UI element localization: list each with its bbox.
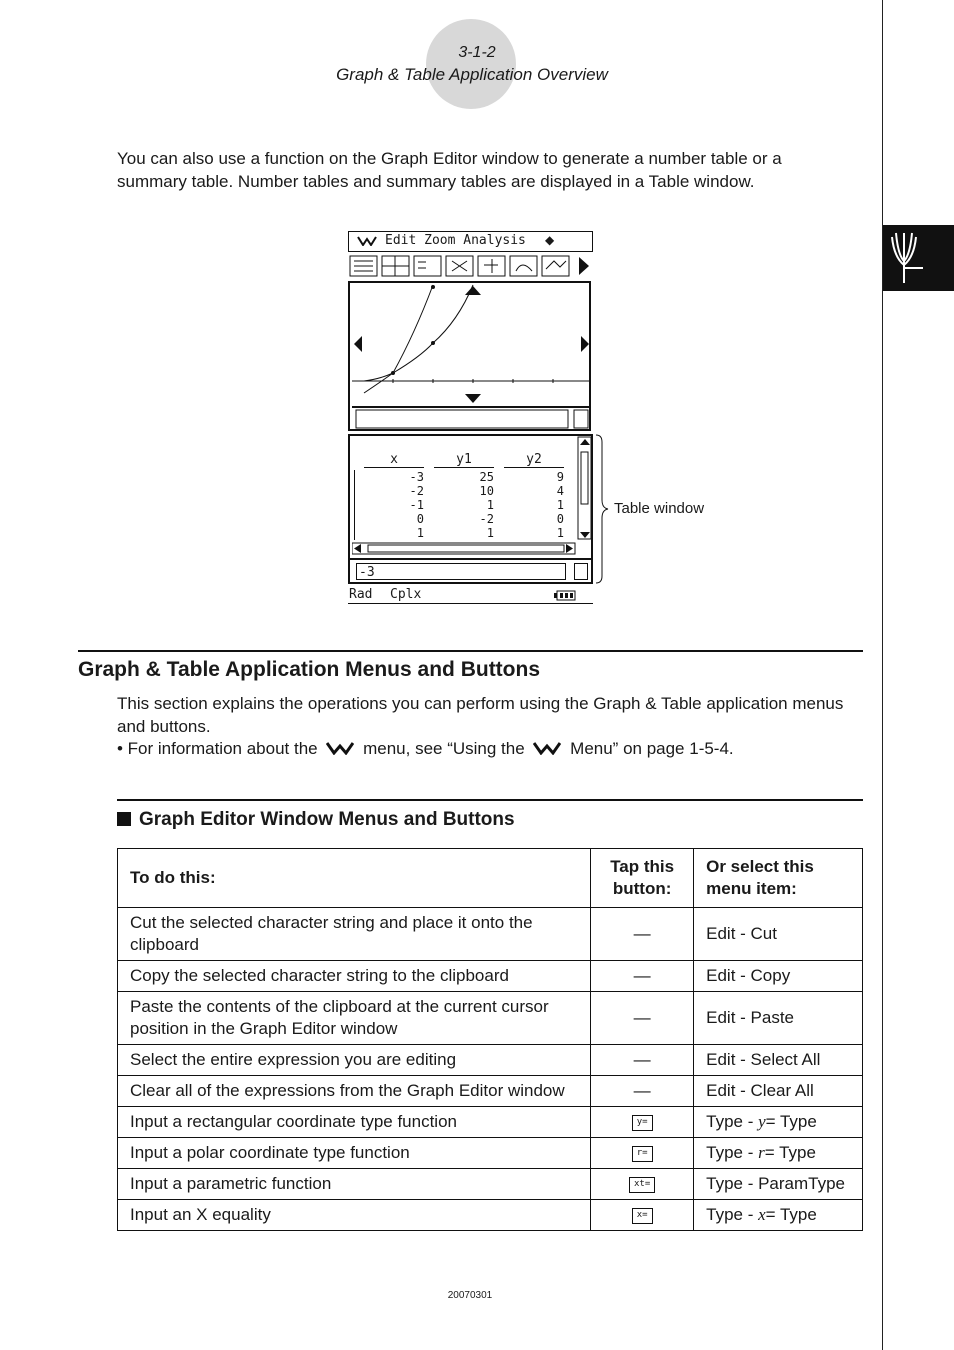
action-cell: Input a parametric function <box>118 1169 591 1200</box>
bullet-text-b: menu, see “Using the <box>363 739 525 758</box>
subsection-title: Graph Editor Window Menus and Buttons <box>117 809 515 831</box>
status-complex: Cplx <box>390 587 422 602</box>
menu-cell: Type - x= Type <box>694 1200 863 1231</box>
button-cell <box>591 1138 694 1169</box>
button-cell <box>591 1169 694 1200</box>
button-cell: — <box>591 1076 694 1107</box>
table-row <box>118 1138 863 1169</box>
table-window-label: Table window <box>614 500 705 517</box>
graph-scroll-right-icon[interactable] <box>581 336 589 352</box>
table-row <box>118 992 863 1045</box>
table-row <box>118 1107 863 1138</box>
page-number: 3-1-2 <box>458 44 496 61</box>
lcd-table-row[interactable] <box>364 470 574 484</box>
table-hscroll[interactable] <box>352 542 577 556</box>
table-entry-field[interactable]: -3 <box>356 563 566 580</box>
table-window[interactable] <box>348 434 593 584</box>
menu-labels[interactable]: Edit Zoom Analysis <box>385 233 526 248</box>
graph-scroll-up-icon[interactable] <box>465 286 481 295</box>
lcd-table-cell: -2 <box>479 512 494 526</box>
section-title: Graph & Table Application Menus and Buttons <box>78 658 541 681</box>
action-cell: Copy the selected character string to the clipboard <box>118 961 591 992</box>
lcd-table-cell: 1 <box>486 526 494 540</box>
table-row <box>118 961 863 992</box>
action-cell: Input a polar coordinate type function <box>118 1138 591 1169</box>
table-row <box>118 1076 863 1107</box>
graph-scroll-down-icon[interactable] <box>465 394 481 403</box>
running-header: Graph & Table Application Overview <box>336 65 608 84</box>
bullet-text-c: Menu” on page 1-5-4. <box>570 739 734 758</box>
button-cell: — <box>591 908 694 961</box>
lcd-table-cell: -2 <box>409 484 424 498</box>
table-row <box>118 908 863 961</box>
graph-plot <box>350 283 593 433</box>
col-header-y1: y1 <box>434 452 494 468</box>
table-window-brace <box>594 434 610 584</box>
lcd-table-row[interactable] <box>364 512 574 526</box>
graph-window[interactable] <box>348 281 591 431</box>
type-button-icon[interactable]: y= <box>632 1115 653 1131</box>
subsection-rule <box>117 799 863 801</box>
commands-table <box>117 848 863 1231</box>
toolbar-next-icon[interactable] <box>579 257 589 275</box>
table-header-row <box>118 849 863 908</box>
button-cell: — <box>591 961 694 992</box>
lcd-table-cell: 1 <box>556 498 564 512</box>
table-entry-spinner[interactable] <box>574 563 588 580</box>
header-button: Tap this button: <box>591 849 694 908</box>
action-cell: Paste the contents of the clipboard at the current cursor position in the Graph Editor window <box>118 992 591 1045</box>
section-rule <box>78 650 863 652</box>
lcd-table-cell: 1 <box>486 498 494 512</box>
graph-entry-field[interactable] <box>356 410 568 428</box>
menu-cell: Edit - Paste <box>694 992 863 1045</box>
button-cell <box>591 1200 694 1231</box>
lcd-table-row[interactable] <box>364 484 574 498</box>
lcd-table-cell: -3 <box>409 470 424 484</box>
type-button-icon[interactable]: r= <box>632 1146 653 1162</box>
toolbar-button-3[interactable] <box>414 256 441 276</box>
bullet-text-a: • For information about the <box>117 739 318 758</box>
menu-cell: Type - ParamType <box>694 1169 863 1200</box>
lcd-table-cell: -1 <box>409 498 424 512</box>
table-row <box>118 1169 863 1200</box>
menu-cell: Edit - Copy <box>694 961 863 992</box>
menu-bar[interactable] <box>348 231 593 252</box>
lcd-table-cell: 10 <box>479 484 494 498</box>
menu-icon <box>326 741 354 755</box>
menu-cell: Edit - Select All <box>694 1045 863 1076</box>
lcd-table-cell: 1 <box>556 526 564 540</box>
button-cell: — <box>591 1045 694 1076</box>
toolbar-button-6[interactable] <box>510 256 537 276</box>
table-vscroll[interactable] <box>577 436 593 541</box>
lcd-table-cell: 1 <box>416 526 424 540</box>
lcd-table-cell: 4 <box>556 484 564 498</box>
action-cell: Clear all of the expressions from the Graph Editor window <box>118 1076 591 1107</box>
type-button-icon[interactable]: xt= <box>629 1177 655 1193</box>
chapter-tab <box>883 225 954 291</box>
action-cell: Input an X equality <box>118 1200 591 1231</box>
col-header-y2: y2 <box>504 452 564 468</box>
menu-cell: Type - y= Type <box>694 1107 863 1138</box>
lcd-table-cell: 0 <box>416 512 424 526</box>
type-button-icon[interactable]: x= <box>632 1208 653 1224</box>
button-cell: — <box>591 992 694 1045</box>
lcd-table-cell: 25 <box>479 470 494 484</box>
menu-cell: Edit - Clear All <box>694 1076 863 1107</box>
toolbar-button-7[interactable] <box>542 256 569 276</box>
action-cell: Cut the selected character string and place it onto the clipboard <box>118 908 591 961</box>
lcd-table-cell: 9 <box>556 470 564 484</box>
lcd-table-row[interactable] <box>364 526 574 540</box>
menu-icon[interactable] <box>357 236 377 246</box>
menu-cell: Edit - Cut <box>694 908 863 961</box>
page-edge-rule <box>882 0 883 1350</box>
table-row <box>118 1200 863 1231</box>
status-angle: Rad <box>349 587 373 602</box>
action-cell: Input a rectangular coordinate type function <box>118 1107 591 1138</box>
action-cell: Select the entire expression you are editing <box>118 1045 591 1076</box>
battery-icon <box>554 590 576 601</box>
graph-scroll-left-icon[interactable] <box>354 336 362 352</box>
table-rows <box>364 470 574 540</box>
toolbar <box>348 255 593 277</box>
footer-code: 20070301 <box>447 1290 493 1301</box>
graph-entry-spinner[interactable] <box>574 410 588 428</box>
square-bullet-icon <box>117 812 131 826</box>
table-row <box>118 1045 863 1076</box>
lcd-table-cell: 0 <box>556 512 564 526</box>
menu-icon <box>533 741 561 755</box>
menu-cell: Type - r= Type <box>694 1138 863 1169</box>
status-bar <box>348 587 593 604</box>
button-cell <box>591 1107 694 1138</box>
header-action: To do this: <box>118 849 591 908</box>
header-menu: Or select this menu item: <box>694 849 863 908</box>
header-circle <box>426 19 516 109</box>
graph-table-tab-icon <box>883 225 954 291</box>
menu-more-icon[interactable]: ◆ <box>545 233 555 247</box>
intro-paragraph: You can also use a function on the Graph Editor window to generate a number table or a summary table. Number tables and summary tables are displayed in a Table window. <box>117 149 782 191</box>
col-header-x: x <box>364 452 424 468</box>
calculator-screen <box>348 231 594 604</box>
section-body: This section explains the operations you can perform using the Graph & Table application menus and buttons. <box>117 694 844 736</box>
lcd-table-row[interactable] <box>364 498 574 512</box>
section-bullet <box>117 737 852 760</box>
